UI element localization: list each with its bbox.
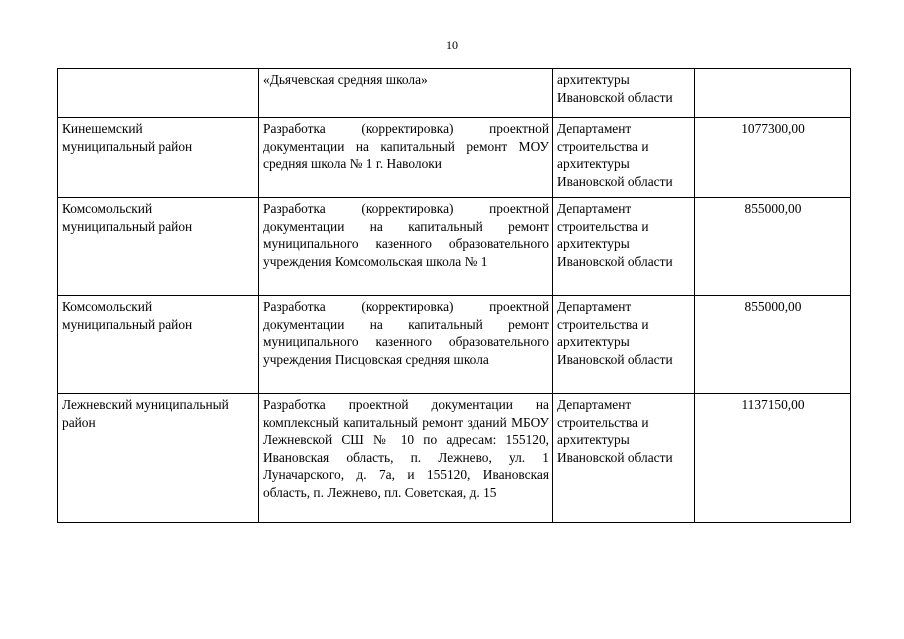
- amount-text: 1137150,00: [741, 397, 805, 412]
- department-text: Департамент строительства и архитектуры Ивановской области: [557, 299, 673, 367]
- page-number: 10: [446, 38, 458, 52]
- district-cell: [58, 394, 259, 523]
- work-cell: [259, 198, 553, 296]
- amount-cell: [695, 198, 851, 296]
- district-cell: [58, 118, 259, 198]
- work-cell: [259, 118, 553, 198]
- work-cell: [259, 394, 553, 523]
- work-cell: [259, 69, 553, 118]
- department-text: Департамент строительства и архитектуры Ивановской области: [557, 201, 673, 269]
- department-text: Департамент строительства и архитектуры Ивановской области: [557, 397, 673, 465]
- work-text: Разработка (корректировка) проектной документации на капитальный ремонт МОУ средняя школа № 1 г. Наволоки: [263, 121, 549, 172]
- amount-cell: [695, 296, 851, 394]
- district-text: Лежневский муниципальный район: [62, 397, 229, 430]
- work-text: Разработка проектной документации на комплексный капитальный ремонт зданий МБОУ Лежневской СШ № 10 по адресам: 155120, Ивановская область, п. Лежнево, ул. 1 Луначарского, д. 7а, и 155120, Ивановская область, п. Лежнево, пл. Советская, д. 15: [263, 397, 549, 500]
- department-cell: [553, 198, 695, 296]
- table-row: [58, 69, 851, 118]
- district-text: Комсомольский муниципальный район: [62, 299, 193, 332]
- amount-cell: [695, 394, 851, 523]
- district-text: Кинешемский муниципальный район: [62, 121, 193, 154]
- funding-table: [57, 68, 851, 523]
- department-cell: [553, 394, 695, 523]
- amount-text: 1077300,00: [741, 121, 805, 136]
- district-cell: [58, 296, 259, 394]
- table-row: [58, 118, 851, 198]
- table-row: [58, 296, 851, 394]
- amount-cell: [695, 69, 851, 118]
- district-cell: [58, 69, 259, 118]
- department-cell: [553, 69, 695, 118]
- table-row: [58, 198, 851, 296]
- work-text: Разработка (корректировка) проектной документации на капитальный ремонт муниципального казенного образовательного учреждения Писцовская средняя школа: [263, 299, 549, 367]
- amount-text: 855000,00: [744, 201, 802, 216]
- department-text: архитектуры Ивановской области: [557, 72, 673, 105]
- table-row: [58, 394, 851, 523]
- district-text: Комсомольский муниципальный район: [62, 201, 193, 234]
- work-text: «Дьячевская средняя школа»: [263, 72, 428, 87]
- amount-text: 855000,00: [744, 299, 802, 314]
- work-cell: [259, 296, 553, 394]
- department-cell: [553, 296, 695, 394]
- district-cell: [58, 198, 259, 296]
- work-text: Разработка (корректировка) проектной документации на капитальный ремонт муниципального казенного образовательного учреждения Комсомольская школа № 1: [263, 201, 549, 269]
- amount-cell: [695, 118, 851, 198]
- department-cell: [553, 118, 695, 198]
- department-text: Департамент строительства и архитектуры Ивановской области: [557, 121, 673, 189]
